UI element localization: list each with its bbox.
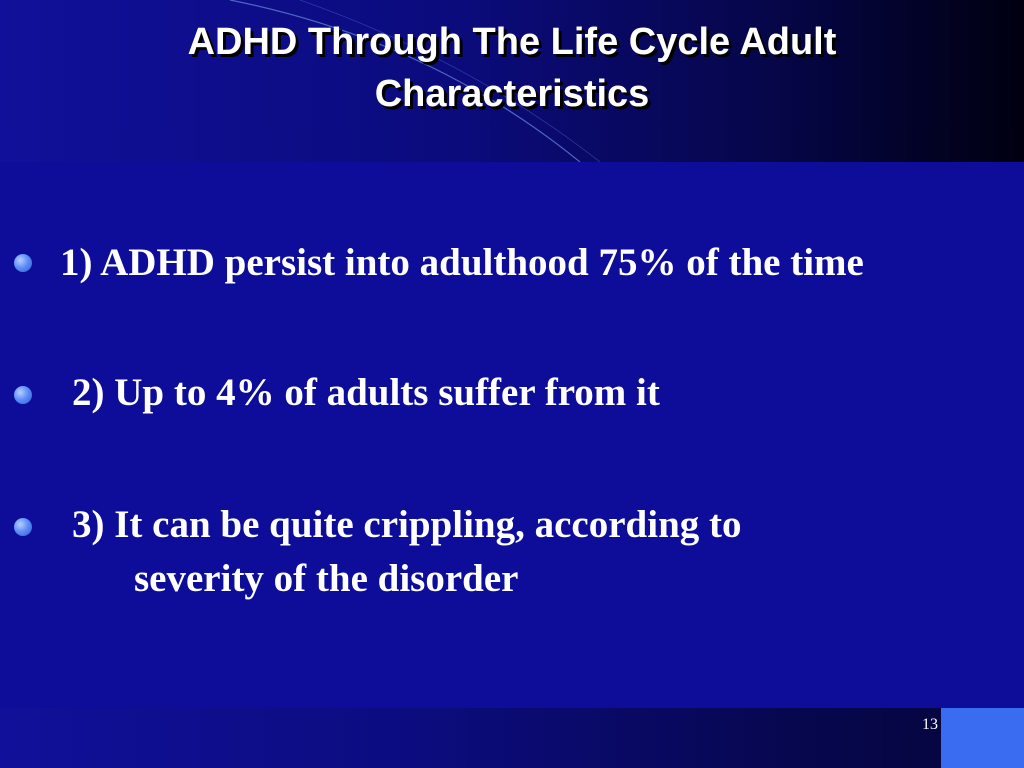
bullet-text-2: 2) Up to 4% of adults suffer from it: [72, 371, 660, 414]
bullet-text-3-line1: 3) It can be quite crippling, according to: [72, 503, 742, 546]
bullet-dot-icon: [14, 518, 32, 536]
bullet-text-3-line2: severity of the disorder: [134, 557, 519, 600]
slide-title-line1: ADHD Through The Life Cycle Adult: [187, 21, 837, 63]
bullet-text-1: 1) ADHD persist into adulthood 75% of the time: [60, 241, 864, 284]
bullet-dot-icon: [14, 254, 32, 272]
bullet-text-3: [72, 498, 742, 606]
footer-band: [0, 708, 1024, 768]
slide-title-line2: Characteristics: [374, 73, 650, 115]
bullet-dot-icon: [14, 386, 32, 404]
page-number: 13: [922, 716, 938, 733]
corner-accent-square: [941, 708, 1024, 768]
